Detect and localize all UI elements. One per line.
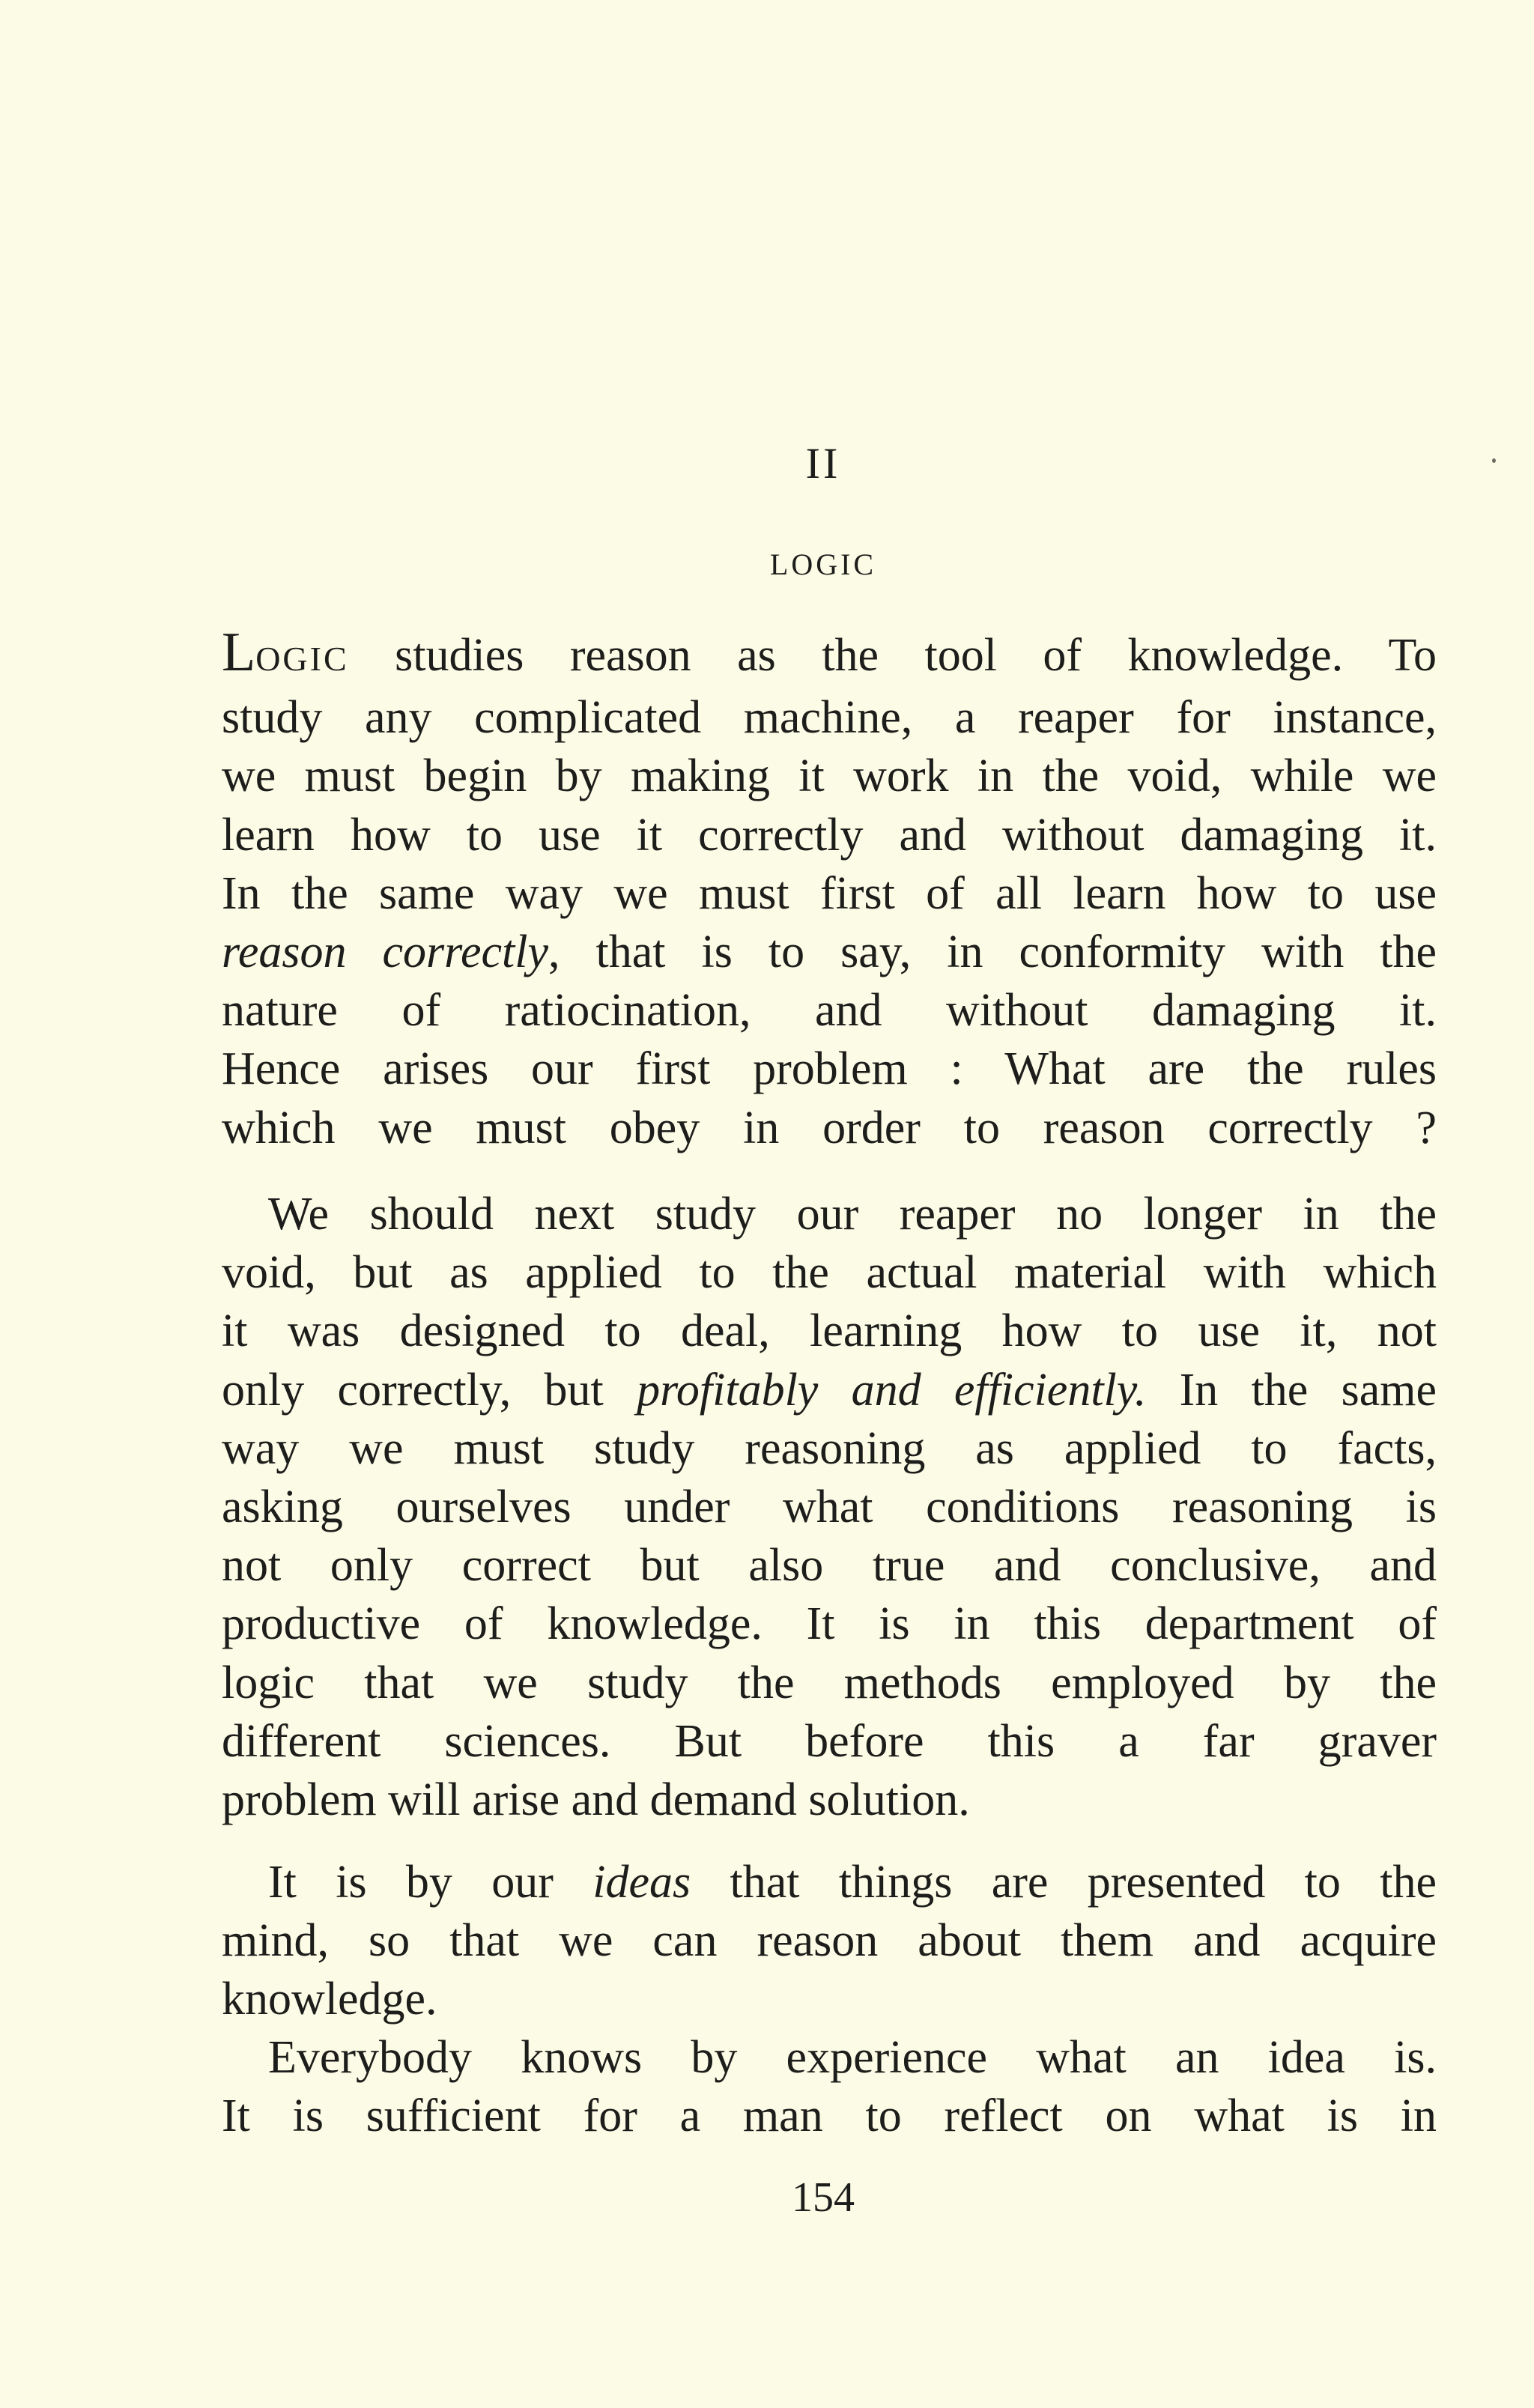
paper-speck [1492, 458, 1496, 463]
text-line: It is by our ideas that things are presented to the [268, 1857, 1437, 1908]
text-line: Everybody knows by experience what an idea is. [268, 2032, 1437, 2083]
text-line: learn how to use it correctly and without damaging it. [222, 809, 1437, 861]
paragraph-4 [222, 2028, 1437, 2145]
text-line: we must begin by making it work in the void, while we [222, 750, 1437, 802]
text-line: problem will arise and demand solution. [222, 1774, 970, 1826]
text-line: productive of knowledge. It is in this department of [222, 1598, 1437, 1650]
text-line: which we must obey in order to reason correctly ? [222, 1102, 1437, 1153]
drop-cap: L [222, 622, 256, 683]
text-line: not only correct but also true and conclusive, and [222, 1540, 1437, 1592]
italic-word: ideas [592, 1857, 691, 1908]
text-line: Hence arises our first problem : What are the rules [222, 1043, 1437, 1095]
chapter-title: LOGIC [769, 548, 877, 581]
text-line: knowledge. [222, 1974, 437, 2025]
text-line: way we must study reasoning as applied to facts, [222, 1422, 1437, 1474]
text-line: logic that we study the methods employed by the [222, 1657, 1437, 1708]
text-line: reason correctly, that is to say, in conformity with the [222, 926, 1437, 978]
text-line: It is sufficient for a man to reflect on what is in [222, 2090, 1437, 2142]
italic-phrase: profitably and efficiently. [637, 1364, 1147, 1416]
paragraph-2 [222, 1185, 1437, 1829]
text-line: study any complicated machine, a reaper for instance, [222, 692, 1437, 744]
small-caps-word: OGIC [255, 640, 349, 678]
italic-phrase: reason correctly [222, 926, 548, 978]
text-line: asking ourselves under what conditions reasoning is [222, 1482, 1437, 1533]
paragraph-3 [222, 1853, 1437, 2029]
text-line: it was designed to deal, learning how to use it, not [222, 1305, 1437, 1357]
text-line: We should next study our reaper no longer in the [268, 1189, 1437, 1240]
paragraph-1 [222, 623, 1437, 1157]
text-line: LOGIC studies reason as the tool of knowledge. To [222, 622, 1437, 683]
text-line: In the same way we must first of all learn how to use [222, 867, 1437, 919]
text-line: nature of ratiocination, and without damaging it. [222, 985, 1437, 1037]
chapter-number: II [805, 439, 841, 488]
text-line: only correctly, but profitably and efficiently. In the same [222, 1364, 1437, 1416]
text-line: mind, so that we can reason about them and acquire [222, 1915, 1437, 1967]
page-number: 154 [792, 2174, 855, 2221]
text-line: void, but as applied to the actual material with which [222, 1247, 1437, 1299]
text-line: different sciences. But before this a far graver [222, 1715, 1437, 1767]
